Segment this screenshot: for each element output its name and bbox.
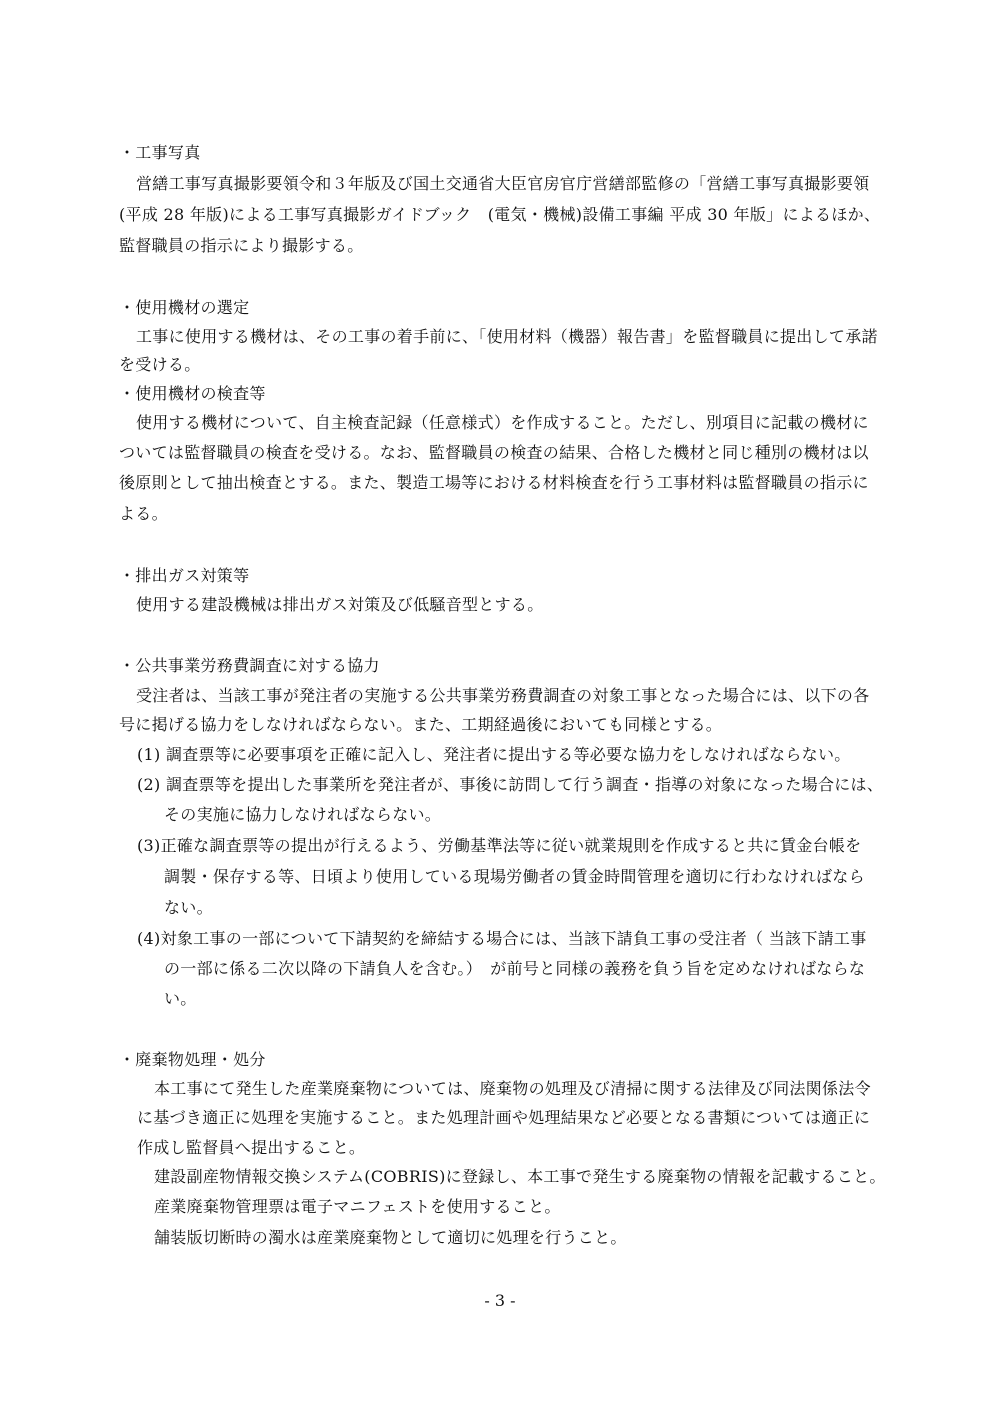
list-item-1: (1) 調査票等に必要事項を正確に記入し、発注者に提出する等必要な協力をしなければならない。 <box>137 745 851 764</box>
list-item-continuation: 調製・保存する等、日頃より使用している現場労働者の賃金時間管理を適切に行わなければなら <box>164 867 865 886</box>
paragraph-line: 作成し監督員へ提出すること。 <box>137 1138 366 1157</box>
paragraph-line: 建設副産物情報交換システム(COBRIS)に登録し、本工事で発生する廃棄物の情報を記載すること。 <box>154 1167 886 1186</box>
paragraph-line: 監督職員の指示により撮影する。 <box>119 236 364 255</box>
heading-waste-disposal: ・廃棄物処理・処分 <box>119 1050 266 1069</box>
paragraph-line: に基づき適正に処理を実施すること。また処理計画や処理結果など必要となる書類については適正に <box>137 1108 871 1127</box>
paragraph-line: よる。 <box>119 504 168 523</box>
list-item-continuation: の一部に係る二次以降の下請負人を含む。） が前号と同様の義務を負う旨を定めなければならな <box>164 959 866 978</box>
paragraph-line: 受注者は、当該工事が発注者の実施する公共事業労務費調査の対象工事となった場合には、以下の各 <box>136 686 870 705</box>
heading-labor-survey: ・公共事業労務費調査に対する協力 <box>119 656 380 675</box>
paragraph-line: 産業廃棄物管理票は電子マニフェストを使用すること。 <box>154 1197 561 1216</box>
paragraph-line: 後原則として抽出検査とする。また、製造工場等における材料検査を行う工事材料は監督職員の指示に <box>119 473 869 492</box>
page-number: - 3 - <box>484 1291 516 1310</box>
list-item-continuation: い。 <box>164 989 197 1008</box>
paragraph-line: 舗装版切断時の濁水は産業廃棄物として適切に処理を行うこと。 <box>154 1228 627 1247</box>
list-item-4: (4)対象工事の一部について下請契約を締結する場合には、当該下請負工事の受注者（ 当該下請工事 <box>137 929 867 948</box>
paragraph-line: ついては監督職員の検査を受ける。なお、監督職員の検査の結果、合格した機材と同じ種別の機材は以 <box>119 443 869 462</box>
heading-materials-inspection: ・使用機材の検査等 <box>119 384 266 403</box>
paragraph-line: を受ける。 <box>119 355 201 374</box>
paragraph-line: 営繕工事写真撮影要領令和３年版及び国土交通省大臣官房官庁営繕部監修の「営繕工事写真撮影要領 <box>136 174 870 193</box>
list-item-3: (3)正確な調査票等の提出が行えるよう、労働基準法等に従い就業規則を作成すると共に賃金台帳を <box>137 836 862 855</box>
paragraph-line: (平成 28 年版)による工事写真撮影ガイドブック (電気・機械)設備工事編 平成 30 年版」によるほか、 <box>119 205 881 224</box>
heading-materials-selection: ・使用機材の選定 <box>119 298 250 317</box>
paragraph-line: 本工事にて発生した産業廃棄物については、廃棄物の処理及び清掃に関する法律及び同法関係法令 <box>154 1079 871 1098</box>
paragraph-line: 号に掲げる協力をしなければならない。また、工期経過後においても同様とする。 <box>119 715 723 734</box>
paragraph-line: 使用する機材について、自主検査記録（任意様式）を作成すること。ただし、別項目に記載の機材に <box>136 413 869 432</box>
list-item-2: (2) 調査票等を提出した事業所を発注者が、事後に訪問して行う調査・指導の対象になった場合には、 <box>137 775 884 794</box>
paragraph-line: 工事に使用する機材は、その工事の着手前に、「使用材料（機器）報告書」を監督職員に提出して承諾 <box>136 327 878 346</box>
heading-exhaust-gas: ・排出ガス対策等 <box>119 566 250 585</box>
list-item-continuation: その実施に協力しなければならない。 <box>164 805 442 824</box>
paragraph-line: 使用する建設機械は排出ガス対策及び低騒音型とする。 <box>136 595 544 614</box>
list-item-continuation: ない。 <box>164 898 213 917</box>
heading-construction-photos: ・工事写真 <box>119 143 201 162</box>
